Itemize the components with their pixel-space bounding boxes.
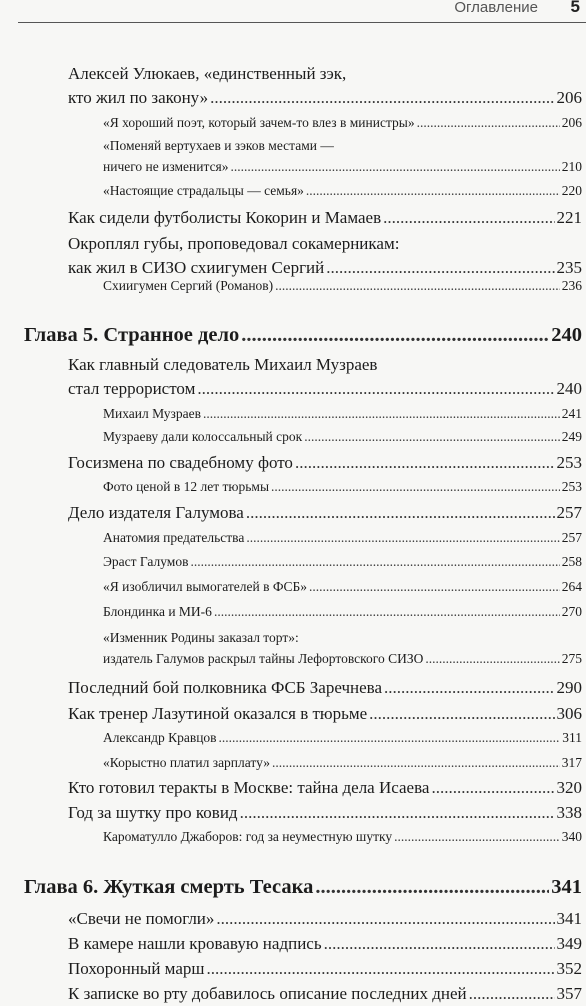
toc-entry	[103, 476, 582, 497]
toc-entry	[68, 702, 582, 726]
toc-entry	[68, 932, 582, 956]
toc-entry-title: ничего не изменится»	[103, 159, 229, 174]
toc-entry-title: кто жил по закону»	[68, 88, 209, 107]
toc-entry	[103, 403, 582, 424]
toc-entry-title: В камере нашли кровавую надпись	[68, 934, 322, 953]
toc-entry-title: Похоронный марш	[68, 959, 205, 978]
toc-entry	[68, 957, 582, 981]
toc-entry-title: Кто готовил теракты в Москве: тайна дела Исаева	[68, 778, 430, 797]
dot-leader	[190, 551, 559, 572]
dot-leader	[369, 702, 554, 726]
toc-page-number: 240	[551, 324, 582, 346]
running-header-title: Оглавление	[454, 0, 538, 16]
toc-entry-title: Анатомия предательства	[103, 530, 245, 545]
toc-entry-title: Год за шутку про ковид	[68, 803, 238, 822]
toc-page-number: 264	[561, 579, 582, 594]
toc-entry-title: Окроплял губы, проповедовал сокамерникам:	[68, 234, 400, 253]
dot-leader	[324, 932, 555, 956]
toc-entry	[103, 112, 582, 133]
dot-leader	[240, 801, 555, 825]
toc-entry-title: «Я хороший поэт, который зачем-то влез в министры»	[103, 115, 415, 130]
toc-entry-title: Схиигумен Сергий (Романов)	[103, 278, 274, 293]
toc-entry-title: Глава 6. Жуткая смерть Тесака	[24, 876, 314, 898]
toc-entry-title: издатель Галумов раскрыл тайны Лефортовского СИЗО	[103, 651, 424, 666]
toc-page-number: 340	[561, 829, 582, 844]
toc-entry	[68, 206, 582, 230]
toc-page-number: 206	[561, 115, 582, 130]
dot-leader	[384, 676, 554, 700]
toc-page-number: 257	[561, 530, 582, 545]
running-header	[0, 0, 586, 22]
dot-leader	[425, 648, 559, 669]
dot-leader	[309, 576, 560, 597]
toc-entry	[103, 752, 582, 773]
dot-leader	[275, 275, 560, 296]
dot-leader	[304, 426, 560, 447]
toc-page-number: 352	[556, 959, 582, 978]
toc-entry	[103, 135, 582, 177]
toc-page-number: 306	[556, 704, 582, 723]
toc-entry-title: Музраеву дали колоссальный срок	[103, 429, 303, 444]
toc-entry-title: Александр Кравцов	[103, 730, 217, 745]
toc-chapter	[24, 874, 582, 900]
toc-entry	[103, 426, 582, 447]
page-number: 5	[570, 0, 580, 16]
dot-leader	[295, 451, 555, 475]
toc-page-number: 317	[561, 755, 582, 770]
toc-entry-title: «Я изобличил вымогателей в ФСБ»	[103, 579, 308, 594]
toc-entry-title: Фото ценой в 12 лет тюрьмы	[103, 479, 270, 494]
toc-entry-title: «Корыстно платил зарплату»	[103, 755, 270, 770]
toc-entry-title: К записке во рту добавилось описание последних дней	[68, 984, 467, 1003]
toc-page-number: 258	[561, 554, 582, 569]
dot-leader	[271, 476, 560, 497]
dot-leader	[315, 874, 549, 900]
toc-page-number: 220	[561, 183, 582, 198]
toc-entry-title: Алексей Улюкаев, «единственный зэк,	[68, 64, 347, 83]
toc-page-number: 241	[561, 406, 582, 421]
dot-leader	[246, 501, 555, 525]
dot-leader	[469, 982, 555, 1006]
toc-entry-title: Госизмена по свадебному фото	[68, 453, 293, 472]
toc-entry	[103, 826, 582, 847]
dot-leader	[306, 180, 560, 201]
toc-page-number: 240	[556, 379, 582, 398]
toc-page-number: 206	[556, 88, 582, 107]
toc-entry	[68, 501, 582, 525]
toc-page-number: 275	[561, 651, 582, 666]
toc-entry	[103, 527, 582, 548]
toc-entry-title: «Настоящие страдальцы — семья»	[103, 183, 304, 198]
dot-leader	[431, 776, 554, 800]
toc-entry	[103, 727, 582, 748]
toc-chapter	[24, 322, 582, 348]
toc-entry-title: как жил в СИЗО схиигумен Сергий	[68, 258, 325, 277]
toc-page-number: 341	[551, 876, 582, 898]
toc-page-number: 253	[561, 479, 582, 494]
toc-page-number: 357	[556, 984, 582, 1003]
dot-leader	[203, 403, 560, 424]
toc-page-number: 349	[556, 934, 582, 953]
toc-entry	[68, 907, 582, 931]
toc-entry-title: «Изменник Родины заказал торт»:	[103, 630, 299, 645]
toc-page-number: 290	[556, 678, 582, 697]
toc-entry	[68, 776, 582, 800]
toc-entry	[68, 353, 582, 401]
dot-leader	[231, 156, 560, 177]
toc-entry	[103, 627, 582, 669]
toc-entry-title: Блондинка и МИ-6	[103, 604, 212, 619]
toc-entry	[103, 275, 582, 296]
toc-entry-title: Как главный следователь Михаил Музраев	[68, 355, 378, 374]
toc-entry	[103, 576, 582, 597]
dot-leader	[210, 86, 554, 110]
toc-entry-title: Михаил Музраев	[103, 406, 201, 421]
toc-page-number: 235	[556, 258, 582, 277]
dot-leader	[383, 206, 554, 230]
toc-entry-title: Дело издателя Галумова	[68, 503, 244, 522]
toc-page-number: 341	[556, 909, 582, 928]
dot-leader	[272, 752, 560, 773]
dot-leader	[214, 601, 560, 622]
toc-entry	[68, 982, 582, 1006]
toc-page-number: 311	[562, 730, 582, 745]
toc-entry-title: Последний бой полковника ФСБ Заречнева	[68, 678, 383, 697]
toc-entry-title: «Свечи не помогли»	[68, 909, 215, 928]
dot-leader	[246, 527, 559, 548]
toc-entry-title: Глава 5. Странное дело	[24, 324, 240, 346]
toc-page-number: 338	[556, 803, 582, 822]
dot-leader	[216, 907, 554, 931]
toc-entry-title: «Поменяй вертухаев и зэков местами —	[103, 138, 334, 153]
header-rule	[18, 22, 586, 23]
toc-page-number: 253	[556, 453, 582, 472]
dot-leader	[206, 957, 554, 981]
toc-entry	[103, 180, 582, 201]
toc-page-number: 236	[561, 278, 582, 293]
toc-entry-title: Эраст Галумов	[103, 554, 189, 569]
toc-entry-title: Кароматулло Джаборов: год за неуместную шутку	[103, 829, 393, 844]
dot-leader	[219, 727, 561, 748]
toc-entry	[68, 232, 582, 280]
toc-entry	[68, 801, 582, 825]
dot-leader	[417, 112, 560, 133]
toc-page-number: 210	[561, 159, 582, 174]
toc-entry	[103, 601, 582, 622]
dot-leader	[197, 377, 554, 401]
toc-entry	[103, 551, 582, 572]
dot-leader	[241, 322, 549, 348]
dot-leader	[394, 826, 560, 847]
toc-entry	[68, 451, 582, 475]
toc-page-number: 249	[561, 429, 582, 444]
toc-page-number: 270	[561, 604, 582, 619]
toc-entry	[68, 676, 582, 700]
toc-entry	[68, 62, 582, 110]
toc-entry-title: Как сидели футболисты Кокорин и Мамаев	[68, 208, 382, 227]
toc-page-number: 221	[556, 208, 582, 227]
toc-page-number: 320	[556, 778, 582, 797]
toc-entry-title: Как тренер Лазутиной оказался в тюрьме	[68, 704, 368, 723]
toc-page-number: 257	[556, 503, 582, 522]
toc-entry-title: стал террористом	[68, 379, 196, 398]
